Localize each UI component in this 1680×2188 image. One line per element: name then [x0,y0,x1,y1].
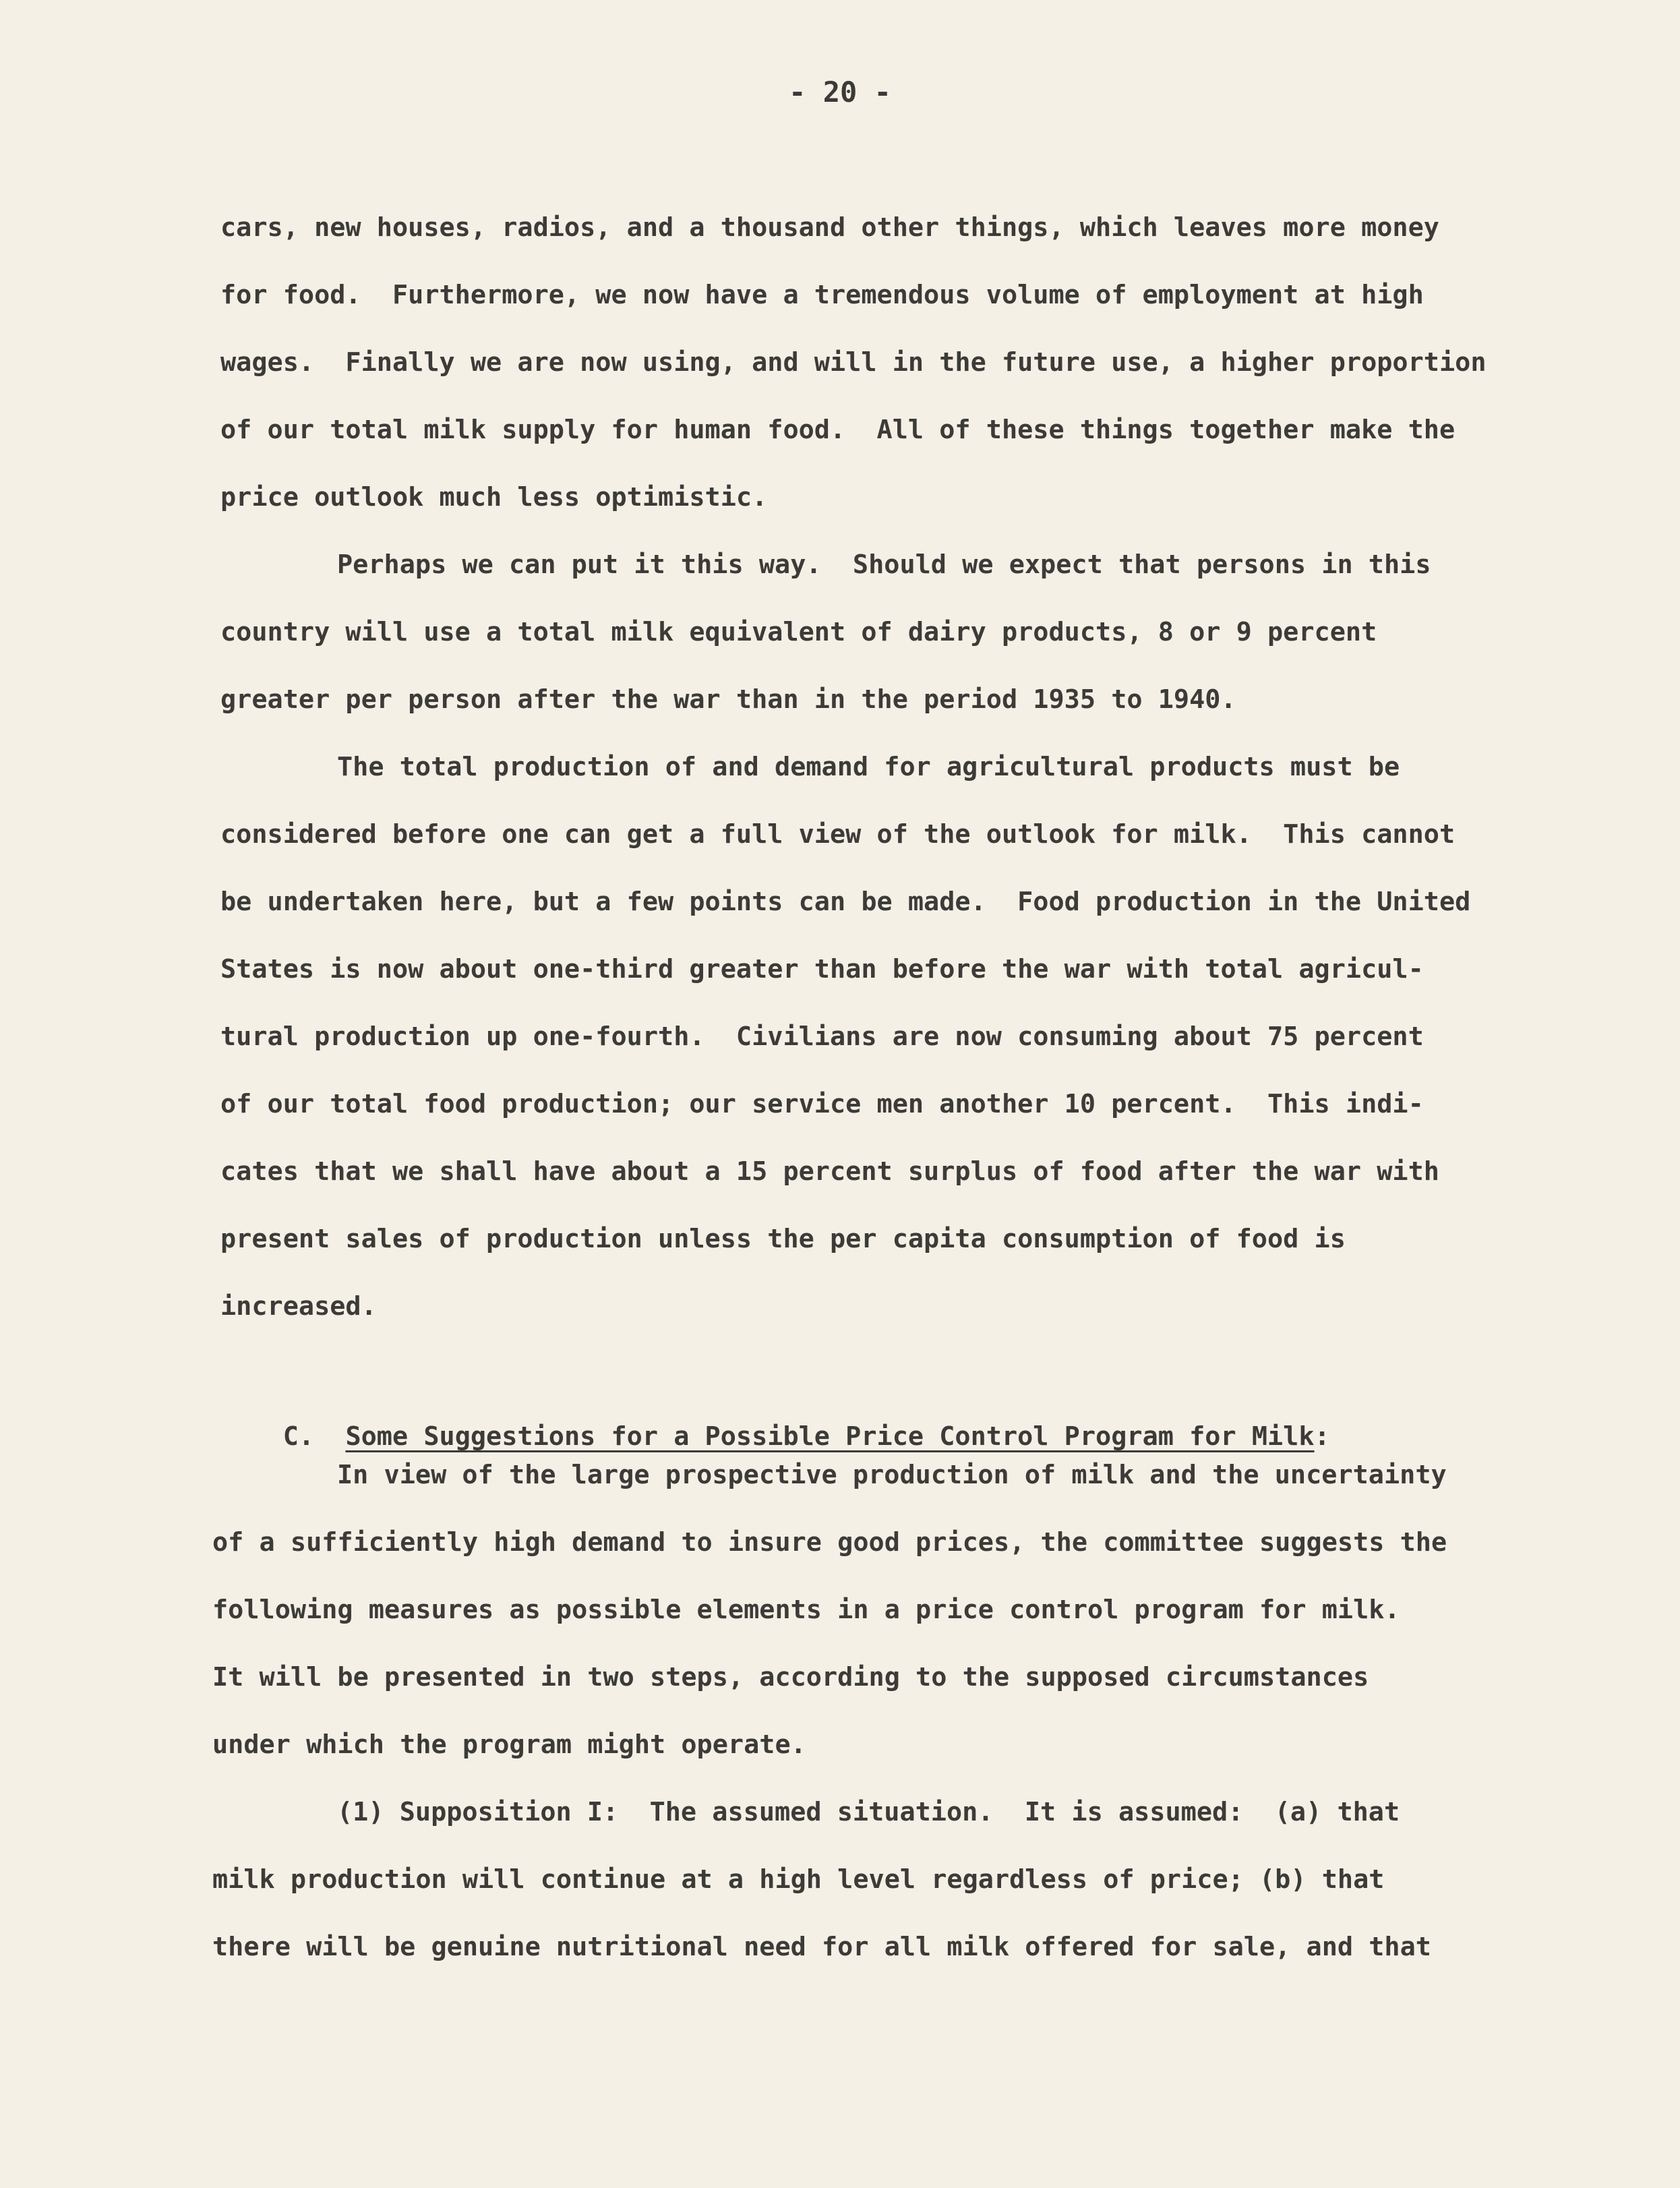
paragraph-3-line-6: of our total food production; our service men another 10 percent. This indi- [220,1089,1424,1119]
paragraph-3-line-4: States is now about one-third greater than before the war with total agricul- [220,954,1424,984]
paragraph-5-line-2: milk production will continue at a high level regardless of price; (b) that [212,1864,1385,1895]
paragraph-2-line-1: Perhaps we can put it this way. Should we expect that persons in this [337,550,1431,580]
paragraph-1-line-3: wages. Finally we are now using, and will in the future use, a higher proportion [220,347,1487,378]
paragraph-3-line-2: considered before one can get a full view of the outlook for milk. This cannot [220,819,1456,850]
paragraph-3-line-5: tural production up one-fourth. Civilians are now consuming about 75 percent [220,1022,1424,1052]
section-c-colon: : [1314,1421,1330,1452]
paragraph-2-line-2: country will use a total milk equivalent of dairy products, 8 or 9 percent [220,617,1377,647]
paragraph-4-line-1: In view of the large prospective production of milk and the uncertainty [337,1460,1447,1490]
paragraph-3-line-7: cates that we shall have about a 15 percent surplus of food after the war with [220,1156,1439,1187]
section-c-title: Some Suggestions for a Possible Price Control Program for Milk [345,1421,1315,1452]
paragraph-1-line-2: for food. Furthermore, we now have a tremendous volume of employment at high [220,280,1424,310]
paragraph-1-line-1: cars, new houses, radios, and a thousand other things, which leaves more money [220,212,1439,243]
paragraph-2-line-3: greater per person after the war than in the period 1935 to 1940. [220,684,1236,715]
paragraph-4-line-4: It will be presented in two steps, according to the supposed circumstances [212,1662,1369,1692]
paragraph-1-line-5: price outlook much less optimistic. [220,482,768,512]
paragraph-5-line-3: there will be genuine nutritional need for all milk offered for sale, and that [212,1932,1431,1962]
paragraph-3-line-3: be undertaken here, but a few points can be made. Food production in the United [220,887,1471,917]
paragraph-4-line-3: following measures as possible elements in a price control program for milk. [212,1595,1400,1625]
page-number: - 20 - [789,76,891,109]
paragraph-3-line-1: The total production of and demand for agricultural products must be [337,752,1400,782]
paragraph-5-line-1: (1) Supposition I: The assumed situation. It is assumed: (a) that [337,1797,1400,1827]
section-c-letter: C. [282,1421,315,1452]
paragraph-4-line-2: of a sufficiently high demand to insure good prices, the committee suggests the [212,1527,1447,1558]
paragraph-4-line-5: under which the program might operate. [212,1729,806,1760]
paragraph-3-line-9: increased. [220,1291,377,1322]
paragraph-3-line-8: present sales of production unless the per capita consumption of food is [220,1224,1346,1254]
paragraph-1-line-4: of our total milk supply for human food. All of these things together make the [220,415,1456,445]
